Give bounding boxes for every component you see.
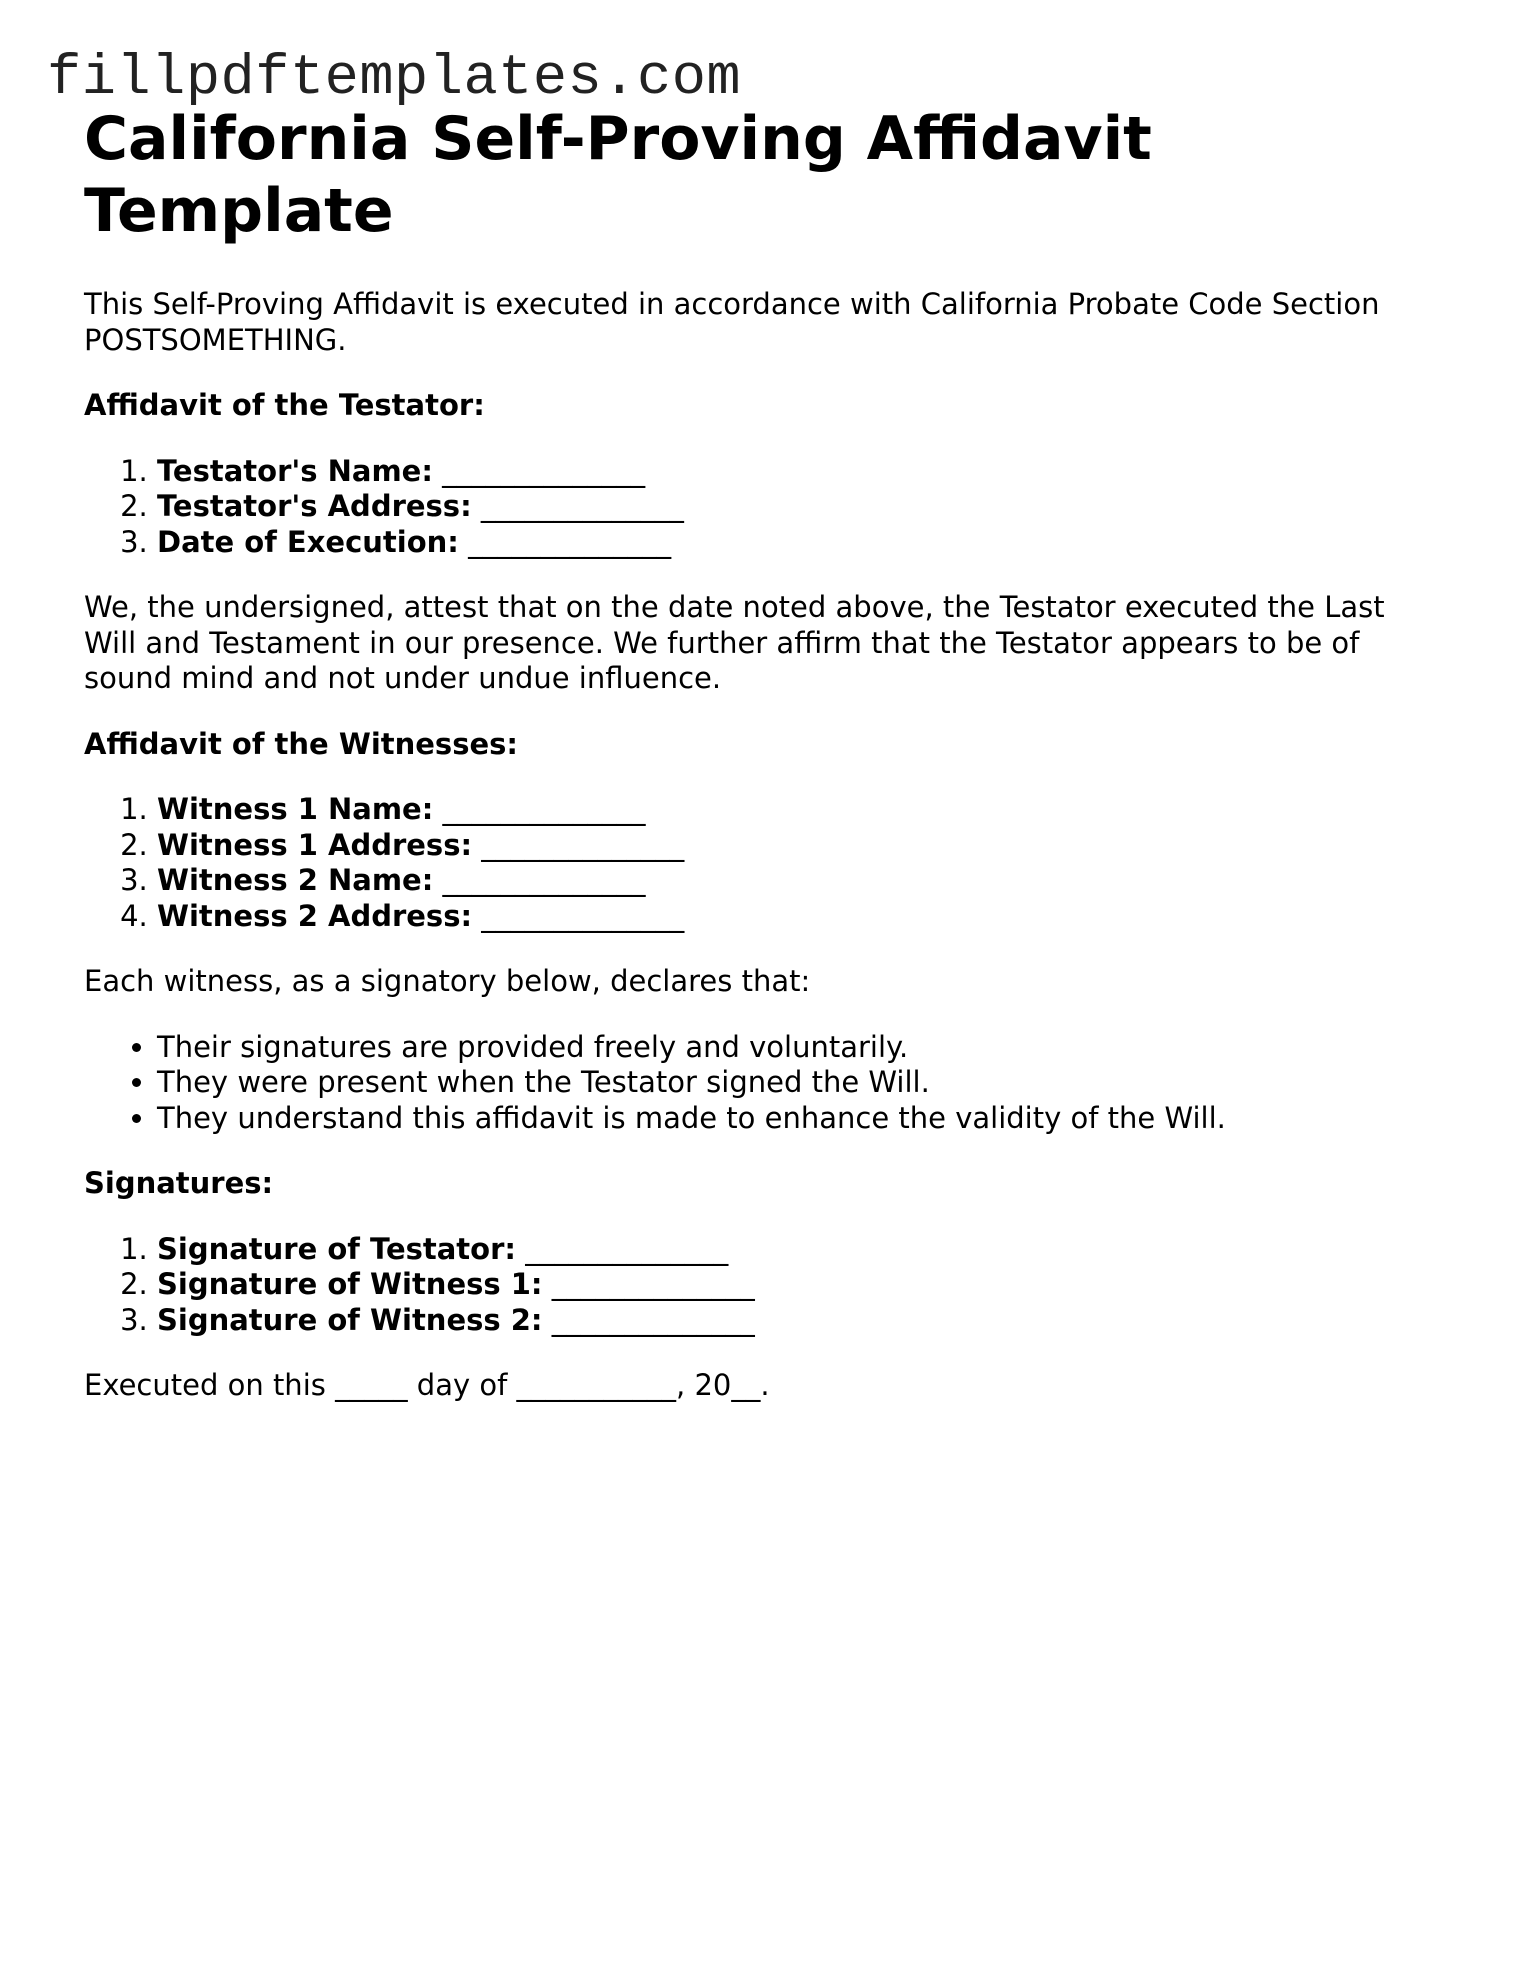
signatures-section-heading: Signatures:	[84, 1166, 274, 1200]
witness-section-heading: Affidavit of the Witnesses:	[84, 726, 518, 761]
field-label: Testator's Address:	[157, 489, 472, 523]
witness-2-name-blank[interactable]: ______________	[442, 863, 646, 897]
watermark: fillpdftemplates.com	[47, 47, 742, 111]
witness-fields-list	[84, 792, 1414, 934]
witness-1-address-item	[157, 828, 1414, 864]
signatures-list	[84, 1232, 1414, 1339]
declarations-list	[84, 1030, 1414, 1137]
field-label: Testator's Name:	[157, 453, 433, 488]
date-of-execution-blank[interactable]: ______________	[468, 524, 672, 559]
date-of-execution-item	[157, 525, 1414, 561]
testator-address-blank[interactable]: ______________	[480, 489, 684, 523]
testator-section-heading: Affidavit of the Testator:	[84, 388, 485, 422]
witness-2-address-blank[interactable]: ______________	[481, 898, 685, 933]
document-body	[84, 103, 1414, 1434]
signature-witness-2-blank[interactable]: ______________	[551, 1302, 755, 1337]
field-label: Signature of Witness 2:	[157, 1302, 543, 1337]
signature-testator-item	[157, 1232, 1414, 1268]
field-label: Witness 2 Name:	[157, 863, 434, 897]
witness-2-address-item	[157, 899, 1414, 935]
signature-testator-blank[interactable]: ______________	[525, 1231, 729, 1266]
field-label: Witness 1 Name:	[157, 792, 434, 826]
declaration-intro: Each witness, as a signatory below, declares that:	[84, 964, 811, 998]
testator-name-item	[157, 454, 1414, 490]
declaration-item: • They were present when the Testator signed the Will.	[157, 1065, 1414, 1101]
testator-name-blank[interactable]: ______________	[442, 453, 646, 488]
intro-paragraph: This Self-Proving Affidavit is executed in accordance with California Probate Code Section POSTSOMETHING.	[84, 287, 1380, 357]
field-label: Witness 1 Address:	[157, 827, 473, 862]
field-label: Date of Execution:	[157, 524, 459, 559]
signature-witness-2-item	[157, 1303, 1414, 1339]
field-label: Signature of Witness 1:	[157, 1267, 543, 1301]
testator-address-item	[157, 489, 1414, 525]
testator-fields-list	[84, 454, 1414, 561]
witness-1-name-item	[157, 792, 1414, 828]
witness-1-address-blank[interactable]: ______________	[481, 827, 685, 862]
declaration-item: • They understand this affidavit is made to enhance the validity of the Will.	[157, 1101, 1414, 1137]
witness-2-name-item	[157, 863, 1414, 899]
attest-paragraph: We, the undersigned, attest that on the date noted above, the Testator executed the Last Will and Testament in our presence. We further affirm that the Testator appears to be of sound mind and not under undue influence.	[84, 590, 1385, 695]
field-label: Signature of Testator:	[157, 1231, 516, 1266]
page-title: California Self-Proving Affidavit Template	[84, 104, 1152, 246]
signature-witness-1-blank[interactable]: ______________	[551, 1267, 755, 1301]
declaration-item: • Their signatures are provided freely and voluntarily.	[157, 1030, 1414, 1066]
signature-witness-1-item	[157, 1267, 1414, 1303]
executed-line: Executed on this _____ day of ___________, 20__.	[84, 1368, 770, 1402]
witness-1-name-blank[interactable]: ______________	[442, 792, 646, 826]
field-label: Witness 2 Address:	[157, 898, 473, 933]
